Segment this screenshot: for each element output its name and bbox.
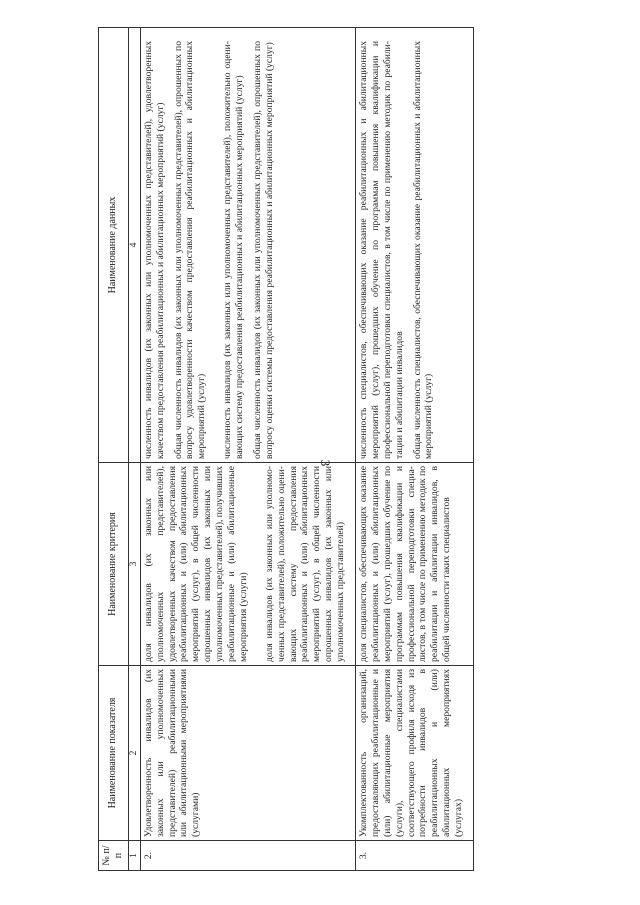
row-number: 2. — [140, 841, 355, 871]
rotated-page-content — [98, 28, 582, 871]
column-number: 2 — [128, 666, 140, 841]
column-number-row — [128, 28, 140, 871]
data-cell — [140, 28, 355, 463]
criterion-text: доля специалистов, обеспечивающих оказание реабилитационных и (или) абилитационных мероприятий (услуг), прошедших обучение по программам повышения квалификации и профессиональной переподготовки специалистов, в том числе по применению методик по реабилитации и абилитации инвалидов, в общей численности таких специалистов — [358, 466, 453, 662]
indicator-text: Удовлетворенность инвалидов (их законных или уполномоченных представителей) реабилитационными или абилитационными мероприятиями (услугами) — [142, 669, 202, 837]
table-row — [356, 28, 474, 871]
criterion-text: доля инвалидов (их законных или уполномоченных представителей), удовлетворенных качеством предоставления реабилитационных и (или) абилитационных мероприятий (услуг), в общей численности опрошенных инвалидов (их законных или уполномоченных представителей), получивших реабилитационные и (или) абилитационные мероприятия (услуги) — [142, 465, 249, 662]
table-header-row — [99, 28, 129, 871]
data-cell — [356, 28, 474, 463]
header-num: № п/п — [99, 841, 129, 871]
table-row — [140, 28, 355, 871]
column-number: 4 — [128, 28, 140, 463]
header-data: Наименование данных — [99, 28, 129, 463]
page-number: 3 — [318, 459, 333, 467]
data-text: общая численность инвалидов (их законных или уполномоченных представителей), опрошенных по вопросу удовлетворенности качеством предоставления реабилитационных и абилитационных мероприятий (услуг) — [172, 41, 208, 459]
indicator-cell — [356, 666, 474, 841]
data-text: численность инвалидов (их законных или уполномоченных представителей), удовлетворенных качеством предоставления реабилитационных и абилитационных мероприятий (услуг) — [142, 41, 166, 459]
column-number: 3 — [128, 463, 140, 666]
data-text: общая численность специалистов, обеспечивающих оказание реабилитационных и абилитационных мероприятий (услуг) — [411, 41, 435, 459]
column-number: 1 — [128, 841, 140, 871]
indicator-text: Укомплектованность организаций, предоставляющих реабилитационные и (или) абилитационные мероприятия (услуги), специалистами соответствующего профиля исходя из потребности инвалидов в реабилитационных и (или) абилитационных мероприятиях (услугах) — [358, 669, 465, 837]
header-criterion: Наименование критерия — [99, 463, 129, 666]
criterion-cell — [140, 463, 355, 666]
row-number: 3. — [356, 841, 474, 871]
data-text: численность специалистов, обеспечивающих оказание реабилитационных и абилитационных мероприятий (услуг), прошедших обучение по программам повышения квалификации и профессиональной переподготовки специалистов, в том числе по применению методик по реабилитации и абилитации инвалидов — [358, 41, 405, 459]
criterion-cell — [356, 463, 474, 666]
header-indicator: Наименование показателя — [99, 666, 129, 841]
data-text: общая численность инвалидов (их законных или уполномоченных представителей), опрошенных по вопросу оценки системы предоставления реабилитационных и абилитационных мероприятий (услуг) — [252, 41, 275, 459]
criterion-text: доля инвалидов (их законных или уполномоченных представителей), положительно оценивающих систему предоставления реабилитационных и (или) абилитационных мероприятий (услуг), в общей численности опрошенных инвалидов (их законных или уполномоченных представителей) — [263, 466, 347, 662]
indicators-table — [98, 27, 474, 871]
indicator-cell — [140, 666, 355, 841]
data-text: численность инвалидов (их законных или уполномоченных представителей), положительно оценивающих систему предоставления реабилитационных и абилитационных мероприятий (услуг) — [222, 41, 246, 459]
